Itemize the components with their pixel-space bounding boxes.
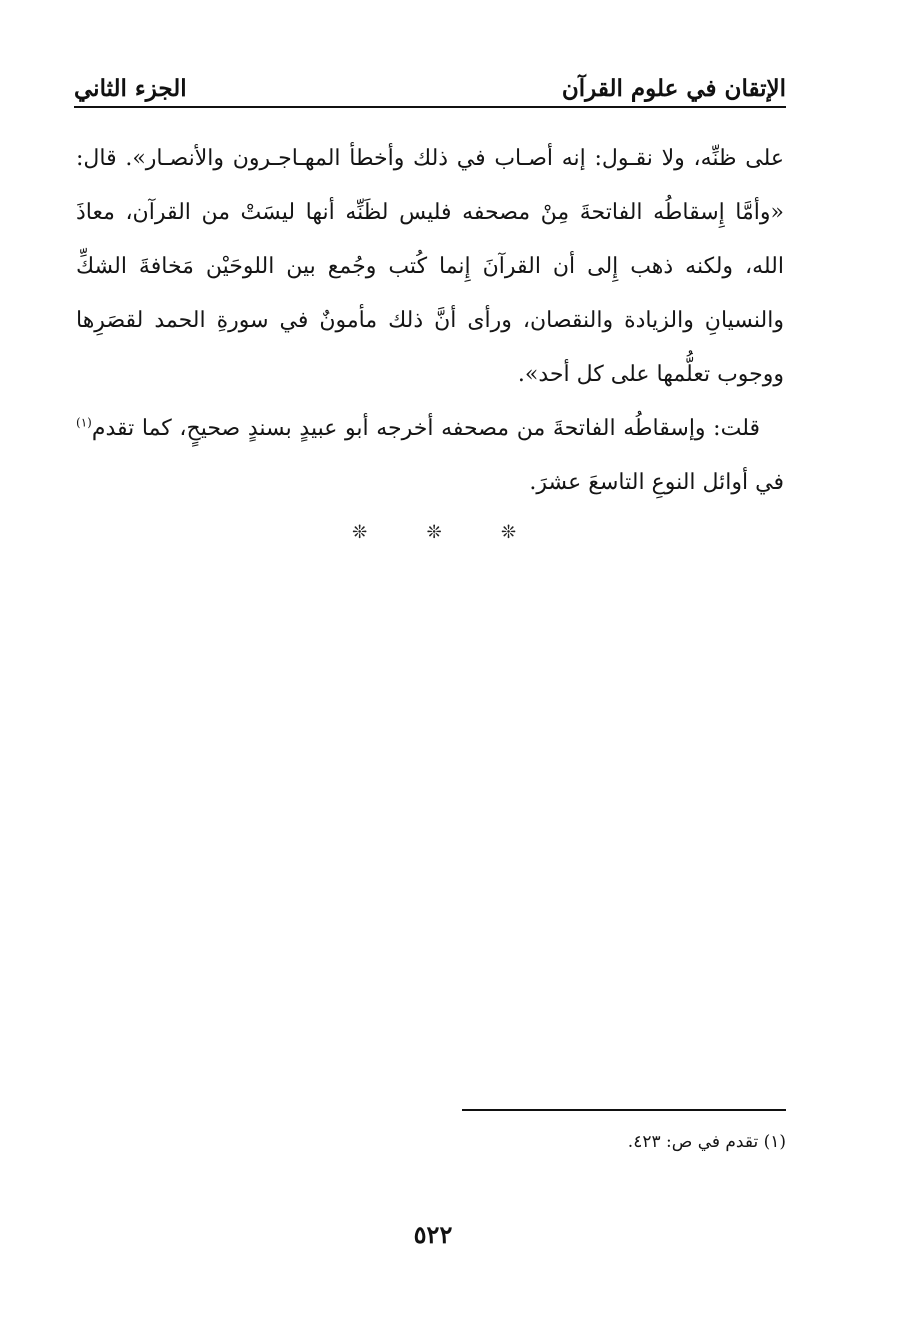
paragraph-2-ending: في أوائل النوعِ التاسعَ عشرَ. bbox=[529, 470, 784, 495]
page-number: ٥٢٢ bbox=[413, 1220, 453, 1249]
section-ornaments bbox=[352, 515, 516, 549]
paragraph-2-text: قلت: وإسقاطُه الفاتحةَ من مصحفه أخرجه أبو عبيدٍ بسندٍ صحيحٍ، كما تقدم bbox=[91, 416, 761, 441]
footnote: (١) تقدم في ص: ٤٢٣. bbox=[627, 1132, 786, 1152]
paragraph-2 bbox=[76, 402, 784, 510]
ornament-star-3: ❊ bbox=[500, 521, 516, 543]
running-header bbox=[74, 64, 786, 108]
paragraph-1: على ظنِّه، ولا نقـول: إنه أصـاب في ذلك وأخطأ المهـاجـرون والأنصـار». قال: «وأمَّا إِسقاطُه الفاتحةَ مِنْ مصحفه فليس لظَنِّه أنها ليسَتْ من القرآن، معاذَ الله، ولكنه ذهب إِلى أن القرآنَ إِنما كُتب وجُمع بين اللوحَيْن مَخافةَ الشكِّ والنسيانِ والزيادة والنقصان، ورأى أنَّ ذلك مأمونٌ في سورةِ الحمد لقصَرِها ووجوب تعلُّمها على كل أحد». bbox=[76, 146, 784, 387]
main-text bbox=[76, 132, 784, 510]
book-title: الإتقان في علوم القرآن bbox=[561, 75, 786, 102]
ornament-star-1: ❊ bbox=[352, 521, 368, 543]
volume-label: الجزء الثاني bbox=[74, 75, 187, 102]
ornament-star-2: ❊ bbox=[426, 521, 442, 543]
footnote-reference: (١) bbox=[76, 415, 92, 430]
footnote-divider bbox=[462, 1109, 786, 1111]
